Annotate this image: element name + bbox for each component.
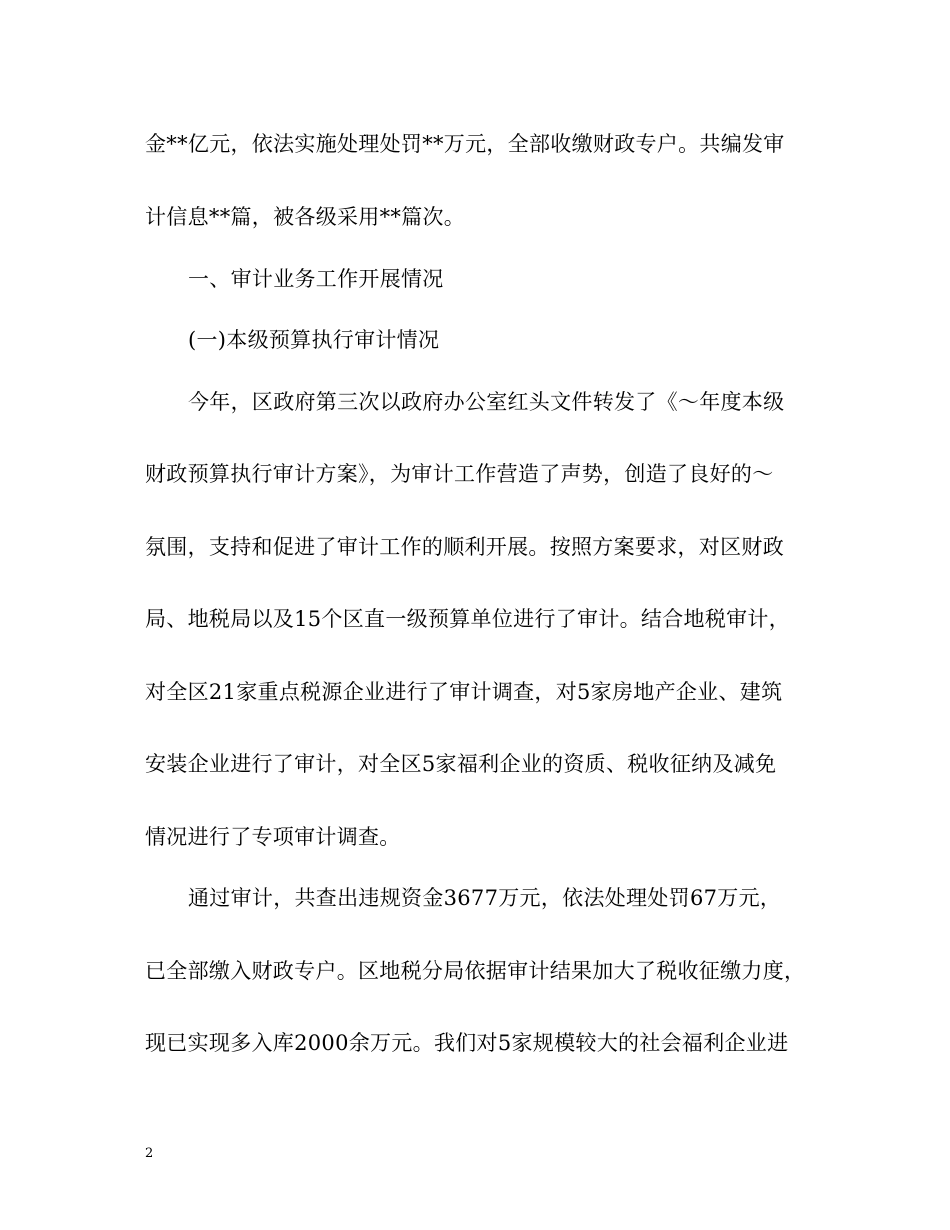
text-line-1: 金**亿元，依法实施处理处罚**万元，全部收缴财政专户。共编发审 (145, 132, 785, 156)
text-line-13: 已全部缴入财政专户。区地税分局依据审计结果加大了税收征缴力度， (145, 959, 806, 983)
text-line-6: 财政预算执行审计方案》，为审计工作营造了声势，创造了良好的～ (145, 462, 774, 486)
subsection-heading: (一)本级预算执行审计情况 (188, 328, 440, 352)
text-line-12: 通过审计，共查出违规资金3677万元，依法处理处罚67万元， (188, 886, 782, 910)
text-line-10: 安装企业进行了审计，对全区5家福利企业的资质、税收征纳及减免 (145, 752, 777, 776)
text-line-7: 氛围，支持和促进了审计工作的顺利开展。按照方案要求，对区财政 (145, 535, 784, 559)
text-line-2: 计信息**篇，被各级采用**篇次。 (145, 205, 466, 229)
text-line-11: 情况进行了专项审计调查。 (145, 825, 401, 849)
text-line-14: 现已实现多入库2000余万元。我们对5家规模较大的社会福利企业进 (145, 1031, 789, 1055)
text-line-9: 对全区21家重点税源企业进行了审计调查，对5家房地产企业、建筑 (145, 680, 783, 704)
text-line-5: 今年，区政府第三次以政府办公室红头文件转发了《～年度本级 (188, 390, 785, 414)
text-line-8: 局、地税局以及15个区直一级预算单位进行了审计。结合地税审计， (145, 607, 791, 631)
section-heading: 一、审计业务工作开展情况 (188, 267, 444, 291)
page-number: 2 (145, 1146, 154, 1161)
